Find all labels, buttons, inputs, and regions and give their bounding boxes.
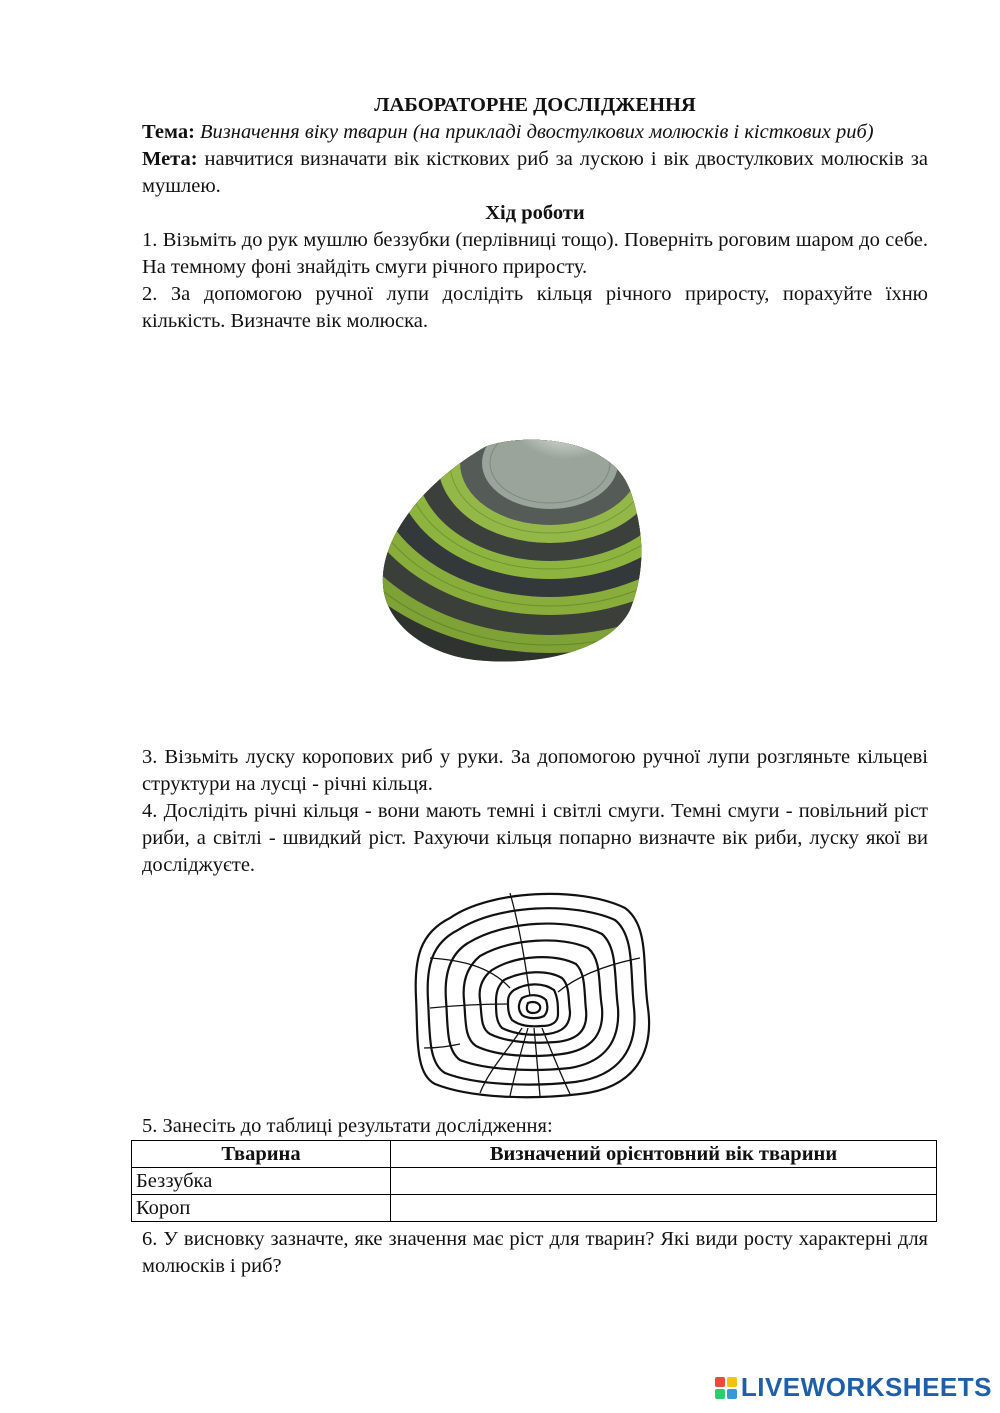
fish-scale-image: [410, 888, 660, 1103]
table-row: [132, 1168, 937, 1195]
worksheet-content-3: [142, 1113, 928, 1140]
table-cell-age-input[interactable]: [391, 1195, 937, 1222]
table-row: [132, 1195, 937, 1222]
step-1: 1. Візьміть до рук мушлю беззубки (перлівниці тощо). Поверніть роговим шаром до себе. На темному фоні знайдіть смуги річного приросту.: [142, 229, 928, 278]
worksheet-content: [142, 92, 928, 335]
topic-line: [142, 119, 928, 146]
logo-icon: [715, 1377, 737, 1399]
table-cell-animal: Короп: [132, 1195, 391, 1222]
table-header-age: Визначений орієнтовний вік тварини: [391, 1141, 937, 1168]
goal-label: Мета:: [142, 148, 198, 170]
topic-text: Визначення віку тварин (на прикладі двостулкових молюсків і кісткових риб): [200, 121, 874, 143]
step-5: 5. Занесіть до таблиці результати дослідження:: [142, 1115, 553, 1137]
worksheet-content-4: [142, 1226, 928, 1280]
page-title: ЛАБОРАТОРНЕ ДОСЛІДЖЕННЯ: [374, 94, 696, 116]
procedure-title: Хід роботи: [485, 202, 585, 224]
step-3: 3. Візьміть луску коропових риб у руки. За допомогою ручної лупи розгляньте кільцеві структури на лусці - річні кільця.: [142, 746, 928, 795]
step-4: 4. Дослідіть річні кільця - вони мають темні і світлі смуги. Темні смуги - повільний ріст риби, а світлі - швидкий ріст. Рахуючи кільця попарно визначте вік риби, луску якої ви досліджуєте.: [142, 800, 928, 876]
results-table: [131, 1140, 937, 1222]
logo-text: LIVEWORKSHEETS: [740, 1372, 992, 1402]
liveworksheets-logo: [715, 1372, 992, 1403]
results-table-wrapper: [131, 1140, 937, 1222]
topic-label: Тема:: [142, 121, 195, 143]
table-cell-age-input[interactable]: [391, 1168, 937, 1195]
step-6: 6. У висновку зазначте, яке значення має ріст для тварин? Які види росту характерні для молюсків і риб?: [142, 1228, 928, 1277]
worksheet-content-2: [142, 744, 928, 879]
goal-line: [142, 146, 928, 200]
table-cell-animal: Беззубка: [132, 1168, 391, 1195]
table-header-row: [132, 1141, 937, 1168]
step-2: 2. За допомогою ручної лупи дослідіть кільця річного приросту, порахуйте їхню кількість. Визначте вік молюска.: [142, 283, 928, 332]
table-header-animal: Тварина: [132, 1141, 391, 1168]
goal-text: навчитися визначати вік кісткових риб за лускою і вік двостулкових молюсків за мушлею.: [142, 148, 928, 197]
shell-image: [380, 435, 680, 670]
